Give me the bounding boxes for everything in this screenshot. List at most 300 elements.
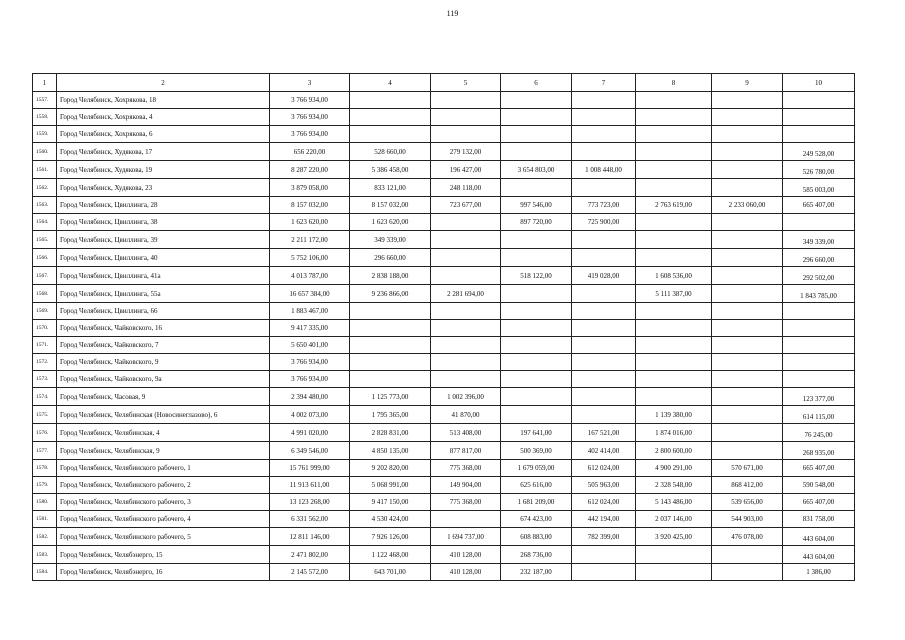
amount-cell-col-6: 997 546,00 xyxy=(501,197,572,214)
amount-cell-col-6: 1 681 209,00 xyxy=(501,494,572,511)
amount-cell-col-3: 2 394 480,00 xyxy=(270,388,350,406)
amount-cell-col-4 xyxy=(350,320,431,337)
amount-cell-col-4: 1 125 773,00 xyxy=(350,388,431,406)
row-number-cell: 1574. xyxy=(33,388,57,406)
amount-cell-col-10 xyxy=(783,126,855,143)
amount-cell-col-10 xyxy=(783,320,855,337)
amount-cell-col-9 xyxy=(712,388,783,406)
amount-cell-col-9 xyxy=(712,371,783,388)
amount-cell-col-10: 665 407,00 xyxy=(783,197,855,214)
table-row xyxy=(33,406,855,424)
amount-cell-col-3: 15 761 999,00 xyxy=(270,460,350,477)
address-cell: Город Челябинск, Цвиллинга, 66 xyxy=(57,303,270,320)
address-cell: Город Челябинск, Худякова, 23 xyxy=(57,179,270,197)
row-number-cell: 1579. xyxy=(33,477,57,494)
row-number-cell: 1561. xyxy=(33,161,57,179)
amount-cell-col-9 xyxy=(712,249,783,267)
address-cell: Город Челябинск, Цвиллинга, 39 xyxy=(57,231,270,249)
amount-cell-col-5: 775 368,00 xyxy=(431,460,501,477)
amount-cell-col-8 xyxy=(636,354,712,371)
amount-cell-col-10: 526 780,00 xyxy=(783,161,855,179)
amount-cell-col-9 xyxy=(712,354,783,371)
amount-cell-col-5: 196 427,00 xyxy=(431,161,501,179)
column-header-7: 7 xyxy=(572,74,636,92)
amount-cell-col-6 xyxy=(501,249,572,267)
address-cell: Город Челябинск, Челябинского рабочего, 3 xyxy=(57,494,270,511)
row-number-cell: 1565. xyxy=(33,231,57,249)
amount-cell-col-6 xyxy=(501,231,572,249)
amount-cell-col-3: 656 220,00 xyxy=(270,143,350,161)
amount-cell-col-7: 402 414,00 xyxy=(572,442,636,460)
row-number-cell: 1564. xyxy=(33,214,57,231)
address-cell: Город Челябинск, Хохрякова, 6 xyxy=(57,126,270,143)
amount-cell-col-6: 518 122,00 xyxy=(501,267,572,285)
address-cell: Город Челябинск, Челябэнерго, 15 xyxy=(57,546,270,564)
amount-cell-col-3: 1 623 620,00 xyxy=(270,214,350,231)
amount-cell-col-7: 725 900,00 xyxy=(572,214,636,231)
amount-cell-col-10: 585 003,00 xyxy=(783,179,855,197)
address-cell: Город Челябинск, Чайковского, 7 xyxy=(57,337,270,354)
address-cell: Город Челябинск, Чайковского, 16 xyxy=(57,320,270,337)
amount-cell-col-3: 3 766 934,00 xyxy=(270,126,350,143)
amount-cell-col-8: 1 608 536,00 xyxy=(636,267,712,285)
table-row xyxy=(33,109,855,126)
amount-cell-col-3: 6 349 546,00 xyxy=(270,442,350,460)
row-number-cell: 1583. xyxy=(33,546,57,564)
amount-cell-col-6 xyxy=(501,388,572,406)
address-cell: Город Челябинск, Хохрякова, 4 xyxy=(57,109,270,126)
table-row xyxy=(33,460,855,477)
amount-cell-col-10: 614 115,00 xyxy=(783,406,855,424)
amount-cell-col-3: 4 002 073,00 xyxy=(270,406,350,424)
amount-cell-col-5 xyxy=(431,126,501,143)
amount-cell-col-4: 9 417 150,00 xyxy=(350,494,431,511)
amount-cell-col-6 xyxy=(501,179,572,197)
amount-cell-col-7 xyxy=(572,285,636,303)
amount-cell-col-5: 149 904,00 xyxy=(431,477,501,494)
amount-cell-col-8 xyxy=(636,109,712,126)
amount-cell-col-5 xyxy=(431,231,501,249)
amount-cell-col-10 xyxy=(783,354,855,371)
amount-cell-col-6: 500 369,00 xyxy=(501,442,572,460)
amount-cell-col-9 xyxy=(712,126,783,143)
amount-cell-col-8: 2 328 548,00 xyxy=(636,477,712,494)
amount-cell-col-6 xyxy=(501,92,572,109)
amount-cell-col-7 xyxy=(572,126,636,143)
row-number-cell: 1582. xyxy=(33,528,57,546)
amount-cell-col-9 xyxy=(712,109,783,126)
amount-cell-col-7 xyxy=(572,249,636,267)
amount-cell-col-4: 8 157 032,00 xyxy=(350,197,431,214)
row-number-cell: 1575. xyxy=(33,406,57,424)
amount-cell-col-6: 608 883,00 xyxy=(501,528,572,546)
address-cell: Город Челябинск, Чайковского, 9 xyxy=(57,354,270,371)
amount-cell-col-9 xyxy=(712,92,783,109)
amount-cell-col-7 xyxy=(572,92,636,109)
amount-cell-col-8 xyxy=(636,320,712,337)
amount-cell-col-7 xyxy=(572,354,636,371)
amount-cell-col-3: 16 657 384,00 xyxy=(270,285,350,303)
table-row xyxy=(33,231,855,249)
amount-cell-col-4: 9 202 820,00 xyxy=(350,460,431,477)
amount-cell-col-8 xyxy=(636,249,712,267)
amount-cell-col-9 xyxy=(712,179,783,197)
amount-cell-col-4: 1 795 365,00 xyxy=(350,406,431,424)
column-header-5: 5 xyxy=(431,74,501,92)
row-number-cell: 1578. xyxy=(33,460,57,477)
amount-cell-col-3: 2 471 802,00 xyxy=(270,546,350,564)
amount-cell-col-4 xyxy=(350,337,431,354)
address-cell: Город Челябинск, Челябинская, 9 xyxy=(57,442,270,460)
address-cell: Город Челябинск, Челябэнерго, 16 xyxy=(57,564,270,581)
row-number-cell: 1569. xyxy=(33,303,57,320)
amount-cell-col-8: 4 900 291,00 xyxy=(636,460,712,477)
row-number-cell: 1580. xyxy=(33,494,57,511)
table-row xyxy=(33,249,855,267)
amount-cell-col-3: 2 211 172,00 xyxy=(270,231,350,249)
amount-cell-col-9: 868 412,00 xyxy=(712,477,783,494)
amount-cell-col-6 xyxy=(501,303,572,320)
amount-cell-col-6: 268 736,00 xyxy=(501,546,572,564)
amount-cell-col-6 xyxy=(501,371,572,388)
amount-cell-col-9 xyxy=(712,267,783,285)
amount-cell-col-4: 5 386 458,00 xyxy=(350,161,431,179)
amount-cell-col-4: 2 828 831,00 xyxy=(350,424,431,442)
amount-cell-col-5: 1 694 737,00 xyxy=(431,528,501,546)
address-cell: Город Челябинск, Цвиллинга, 41а xyxy=(57,267,270,285)
amount-cell-col-3: 4 991 020,00 xyxy=(270,424,350,442)
amount-cell-col-4: 296 660,00 xyxy=(350,249,431,267)
amount-cell-col-9 xyxy=(712,143,783,161)
amount-cell-col-10: 76 245,00 xyxy=(783,424,855,442)
amount-cell-col-6: 3 654 803,00 xyxy=(501,161,572,179)
amount-cell-col-8: 3 920 425,00 xyxy=(636,528,712,546)
table-row xyxy=(33,371,855,388)
amount-cell-col-3: 3 766 934,00 xyxy=(270,371,350,388)
amount-cell-col-3: 1 883 467,00 xyxy=(270,303,350,320)
address-cell: Город Челябинск, Челябинского рабочего, 1 xyxy=(57,460,270,477)
amount-cell-col-3: 3 766 934,00 xyxy=(270,109,350,126)
amount-cell-col-5: 877 817,00 xyxy=(431,442,501,460)
amount-cell-col-8 xyxy=(636,161,712,179)
amount-cell-col-9: 544 903,00 xyxy=(712,511,783,528)
column-header-1: 1 xyxy=(33,74,57,92)
column-header-3: 3 xyxy=(270,74,350,92)
amount-cell-col-7 xyxy=(572,231,636,249)
amount-cell-col-9: 476 078,00 xyxy=(712,528,783,546)
amount-cell-col-8 xyxy=(636,371,712,388)
amount-cell-col-6 xyxy=(501,109,572,126)
amount-cell-col-10: 292 502,00 xyxy=(783,267,855,285)
amount-cell-col-8: 2 800 600,00 xyxy=(636,442,712,460)
amount-cell-col-5 xyxy=(431,109,501,126)
amount-cell-col-7: 505 963,00 xyxy=(572,477,636,494)
amount-cell-col-6 xyxy=(501,143,572,161)
amount-cell-col-9: 539 656,00 xyxy=(712,494,783,511)
amount-cell-col-3: 13 123 268,00 xyxy=(270,494,350,511)
amount-cell-col-5 xyxy=(431,337,501,354)
address-cell: Город Челябинск, Челябинского рабочего, 4 xyxy=(57,511,270,528)
amount-cell-col-10: 831 758,00 xyxy=(783,511,855,528)
amount-cell-col-5: 1 002 396,00 xyxy=(431,388,501,406)
table-row xyxy=(33,564,855,581)
amount-cell-col-9 xyxy=(712,337,783,354)
amount-cell-col-5: 410 128,00 xyxy=(431,546,501,564)
amount-cell-col-9 xyxy=(712,424,783,442)
amount-cell-col-6 xyxy=(501,406,572,424)
amount-cell-col-4: 7 926 126,00 xyxy=(350,528,431,546)
table-row xyxy=(33,442,855,460)
amount-cell-col-7 xyxy=(572,303,636,320)
amount-cell-col-10 xyxy=(783,303,855,320)
amount-cell-col-6: 232 187,00 xyxy=(501,564,572,581)
amount-cell-col-3: 8 287 220,00 xyxy=(270,161,350,179)
amount-cell-col-3: 5 752 106,00 xyxy=(270,249,350,267)
amount-cell-col-8 xyxy=(636,303,712,320)
row-number-cell: 1560. xyxy=(33,143,57,161)
amount-cell-col-4: 4 850 135,00 xyxy=(350,442,431,460)
amount-cell-col-8: 2 763 619,00 xyxy=(636,197,712,214)
table-row xyxy=(33,143,855,161)
table-row xyxy=(33,214,855,231)
column-header-2: 2 xyxy=(57,74,270,92)
amount-cell-col-3: 3 766 934,00 xyxy=(270,354,350,371)
amount-cell-col-4 xyxy=(350,126,431,143)
address-cell: Город Челябинск, Челябинская (Новосинеглазово), 6 xyxy=(57,406,270,424)
row-number-cell: 1573. xyxy=(33,371,57,388)
amount-cell-col-9 xyxy=(712,564,783,581)
address-cell: Город Челябинск, Цвиллинга, 40 xyxy=(57,249,270,267)
table-row xyxy=(33,337,855,354)
amount-cell-col-10 xyxy=(783,109,855,126)
amount-cell-col-7: 167 521,00 xyxy=(572,424,636,442)
amount-cell-col-8 xyxy=(636,143,712,161)
amount-cell-col-7 xyxy=(572,109,636,126)
amount-cell-col-7: 419 028,00 xyxy=(572,267,636,285)
amount-cell-col-4 xyxy=(350,92,431,109)
row-number-cell: 1568. xyxy=(33,285,57,303)
column-number-row xyxy=(33,74,855,92)
amount-cell-col-4 xyxy=(350,354,431,371)
amount-cell-col-4: 5 068 991,00 xyxy=(350,477,431,494)
amount-cell-col-10 xyxy=(783,337,855,354)
column-header-10: 10 xyxy=(783,74,855,92)
amount-cell-col-5 xyxy=(431,267,501,285)
amount-cell-col-10: 443 604,00 xyxy=(783,546,855,564)
column-header-9: 9 xyxy=(712,74,783,92)
amount-cell-col-3: 4 013 787,00 xyxy=(270,267,350,285)
amount-cell-col-4: 9 236 866,00 xyxy=(350,285,431,303)
amount-cell-col-6: 1 679 059,00 xyxy=(501,460,572,477)
page-number: 119 xyxy=(446,9,459,18)
amount-cell-col-7 xyxy=(572,320,636,337)
row-number-cell: 1571. xyxy=(33,337,57,354)
amount-cell-col-9 xyxy=(712,406,783,424)
amount-cell-col-8: 1 139 380,00 xyxy=(636,406,712,424)
address-cell: Город Челябинск, Часовая, 9 xyxy=(57,388,270,406)
amount-cell-col-7 xyxy=(572,546,636,564)
table-row xyxy=(33,320,855,337)
amount-cell-col-8 xyxy=(636,92,712,109)
amount-cell-col-4: 2 838 188,00 xyxy=(350,267,431,285)
amount-cell-col-9 xyxy=(712,546,783,564)
amount-cell-col-7: 612 024,00 xyxy=(572,494,636,511)
amount-cell-col-3: 12 811 146,00 xyxy=(270,528,350,546)
amount-cell-col-7: 1 008 448,00 xyxy=(572,161,636,179)
amount-cell-col-6: 674 423,00 xyxy=(501,511,572,528)
address-cell: Город Челябинск, Чайковского, 9а xyxy=(57,371,270,388)
amount-cell-col-5 xyxy=(431,354,501,371)
amount-cell-col-4: 4 530 424,00 xyxy=(350,511,431,528)
amount-cell-col-8: 1 874 016,00 xyxy=(636,424,712,442)
amount-cell-col-7: 782 399,00 xyxy=(572,528,636,546)
amount-cell-col-7 xyxy=(572,406,636,424)
amount-cell-col-9 xyxy=(712,303,783,320)
amount-cell-col-5: 41 870,00 xyxy=(431,406,501,424)
address-cell: Город Челябинск, Худякова, 17 xyxy=(57,143,270,161)
amount-cell-col-7 xyxy=(572,564,636,581)
amount-cell-col-10: 1 386,00 xyxy=(783,564,855,581)
table-row xyxy=(33,477,855,494)
amount-cell-col-6: 897 720,00 xyxy=(501,214,572,231)
amount-cell-col-8 xyxy=(636,231,712,249)
amount-cell-col-5: 723 677,00 xyxy=(431,197,501,214)
amount-cell-col-7 xyxy=(572,179,636,197)
repair-cost-table xyxy=(32,73,855,581)
amount-cell-col-8 xyxy=(636,546,712,564)
amount-cell-col-5 xyxy=(431,303,501,320)
amount-cell-col-9 xyxy=(712,231,783,249)
amount-cell-col-5: 248 118,00 xyxy=(431,179,501,197)
address-cell: Город Челябинск, Хохрякова, 18 xyxy=(57,92,270,109)
amount-cell-col-10: 443 604,00 xyxy=(783,528,855,546)
amount-cell-col-8: 5 143 486,00 xyxy=(636,494,712,511)
amount-cell-col-3: 9 417 335,00 xyxy=(270,320,350,337)
row-number-cell: 1572. xyxy=(33,354,57,371)
amount-cell-col-4: 528 660,00 xyxy=(350,143,431,161)
amount-cell-col-4: 1 122 468,00 xyxy=(350,546,431,564)
amount-cell-col-6 xyxy=(501,337,572,354)
amount-cell-col-10: 249 528,00 xyxy=(783,143,855,161)
column-header-8: 8 xyxy=(636,74,712,92)
amount-cell-col-4: 1 623 620,00 xyxy=(350,214,431,231)
row-number-cell: 1562. xyxy=(33,179,57,197)
address-cell: Город Челябинск, Цвиллинга, 55а xyxy=(57,285,270,303)
column-header-4: 4 xyxy=(350,74,431,92)
row-number-cell: 1559. xyxy=(33,126,57,143)
table-row xyxy=(33,126,855,143)
table-row xyxy=(33,267,855,285)
amount-cell-col-9 xyxy=(712,442,783,460)
amount-cell-col-10 xyxy=(783,92,855,109)
amount-cell-col-3: 3 766 934,00 xyxy=(270,92,350,109)
table-row xyxy=(33,92,855,109)
amount-cell-col-3: 11 913 611,00 xyxy=(270,477,350,494)
address-cell: Город Челябинск, Худякова, 19 xyxy=(57,161,270,179)
row-number-cell: 1566. xyxy=(33,249,57,267)
amount-cell-col-9: 2 233 060,00 xyxy=(712,197,783,214)
amount-cell-col-3: 3 879 058,00 xyxy=(270,179,350,197)
amount-cell-col-10: 123 377,00 xyxy=(783,388,855,406)
amount-cell-col-7: 612 024,00 xyxy=(572,460,636,477)
amount-cell-col-10: 590 548,00 xyxy=(783,477,855,494)
amount-cell-col-10: 665 407,00 xyxy=(783,460,855,477)
address-cell: Город Челябинск, Цвиллинга, 38 xyxy=(57,214,270,231)
amount-cell-col-8 xyxy=(636,214,712,231)
table-row xyxy=(33,285,855,303)
amount-cell-col-4 xyxy=(350,303,431,320)
amount-cell-col-10 xyxy=(783,371,855,388)
amount-cell-col-7 xyxy=(572,388,636,406)
table-row xyxy=(33,303,855,320)
amount-cell-col-8 xyxy=(636,564,712,581)
amount-cell-col-6: 197 641,00 xyxy=(501,424,572,442)
amount-cell-col-10 xyxy=(783,214,855,231)
amount-cell-col-6 xyxy=(501,354,572,371)
row-number-cell: 1558. xyxy=(33,109,57,126)
amount-cell-col-4: 643 701,00 xyxy=(350,564,431,581)
table-row xyxy=(33,424,855,442)
amount-cell-col-6 xyxy=(501,320,572,337)
column-header-6: 6 xyxy=(501,74,572,92)
amount-cell-col-7 xyxy=(572,337,636,354)
amount-cell-col-5 xyxy=(431,320,501,337)
address-cell: Город Челябинск, Челябинского рабочего, 2 xyxy=(57,477,270,494)
row-number-cell: 1576. xyxy=(33,424,57,442)
address-cell: Город Челябинск, Цвиллинга, 28 xyxy=(57,197,270,214)
amount-cell-col-7: 773 723,00 xyxy=(572,197,636,214)
amount-cell-col-7 xyxy=(572,143,636,161)
amount-cell-col-5: 775 368,00 xyxy=(431,494,501,511)
amount-cell-col-3: 5 650 401,00 xyxy=(270,337,350,354)
amount-cell-col-4 xyxy=(350,109,431,126)
amount-cell-col-10: 665 407,00 xyxy=(783,494,855,511)
amount-cell-col-10: 1 843 785,00 xyxy=(783,285,855,303)
address-cell: Город Челябинск, Челябинского рабочего, 5 xyxy=(57,528,270,546)
amount-cell-col-10: 349 339,00 xyxy=(783,231,855,249)
amount-cell-col-10: 296 660,00 xyxy=(783,249,855,267)
row-number-cell: 1570. xyxy=(33,320,57,337)
amount-cell-col-4: 833 121,00 xyxy=(350,179,431,197)
amount-cell-col-8: 5 111 387,00 xyxy=(636,285,712,303)
amount-cell-col-7 xyxy=(572,371,636,388)
amount-cell-col-8: 2 037 146,00 xyxy=(636,511,712,528)
row-number-cell: 1557. xyxy=(33,92,57,109)
table-row xyxy=(33,546,855,564)
table-row xyxy=(33,528,855,546)
amount-cell-col-5 xyxy=(431,214,501,231)
row-number-cell: 1577. xyxy=(33,442,57,460)
amount-cell-col-5: 410 128,00 xyxy=(431,564,501,581)
table-row xyxy=(33,511,855,528)
amount-cell-col-5 xyxy=(431,371,501,388)
table-row xyxy=(33,494,855,511)
amount-cell-col-5: 279 132,00 xyxy=(431,143,501,161)
row-number-cell: 1563. xyxy=(33,197,57,214)
amount-cell-col-8 xyxy=(636,388,712,406)
row-number-cell: 1584. xyxy=(33,564,57,581)
amount-cell-col-8 xyxy=(636,179,712,197)
amount-cell-col-4: 349 339,00 xyxy=(350,231,431,249)
amount-cell-col-5 xyxy=(431,511,501,528)
amount-cell-col-9 xyxy=(712,214,783,231)
table-body xyxy=(33,92,855,581)
table-row xyxy=(33,197,855,214)
row-number-cell: 1581. xyxy=(33,511,57,528)
table-row xyxy=(33,161,855,179)
table-row xyxy=(33,354,855,371)
amount-cell-col-3: 8 157 032,00 xyxy=(270,197,350,214)
